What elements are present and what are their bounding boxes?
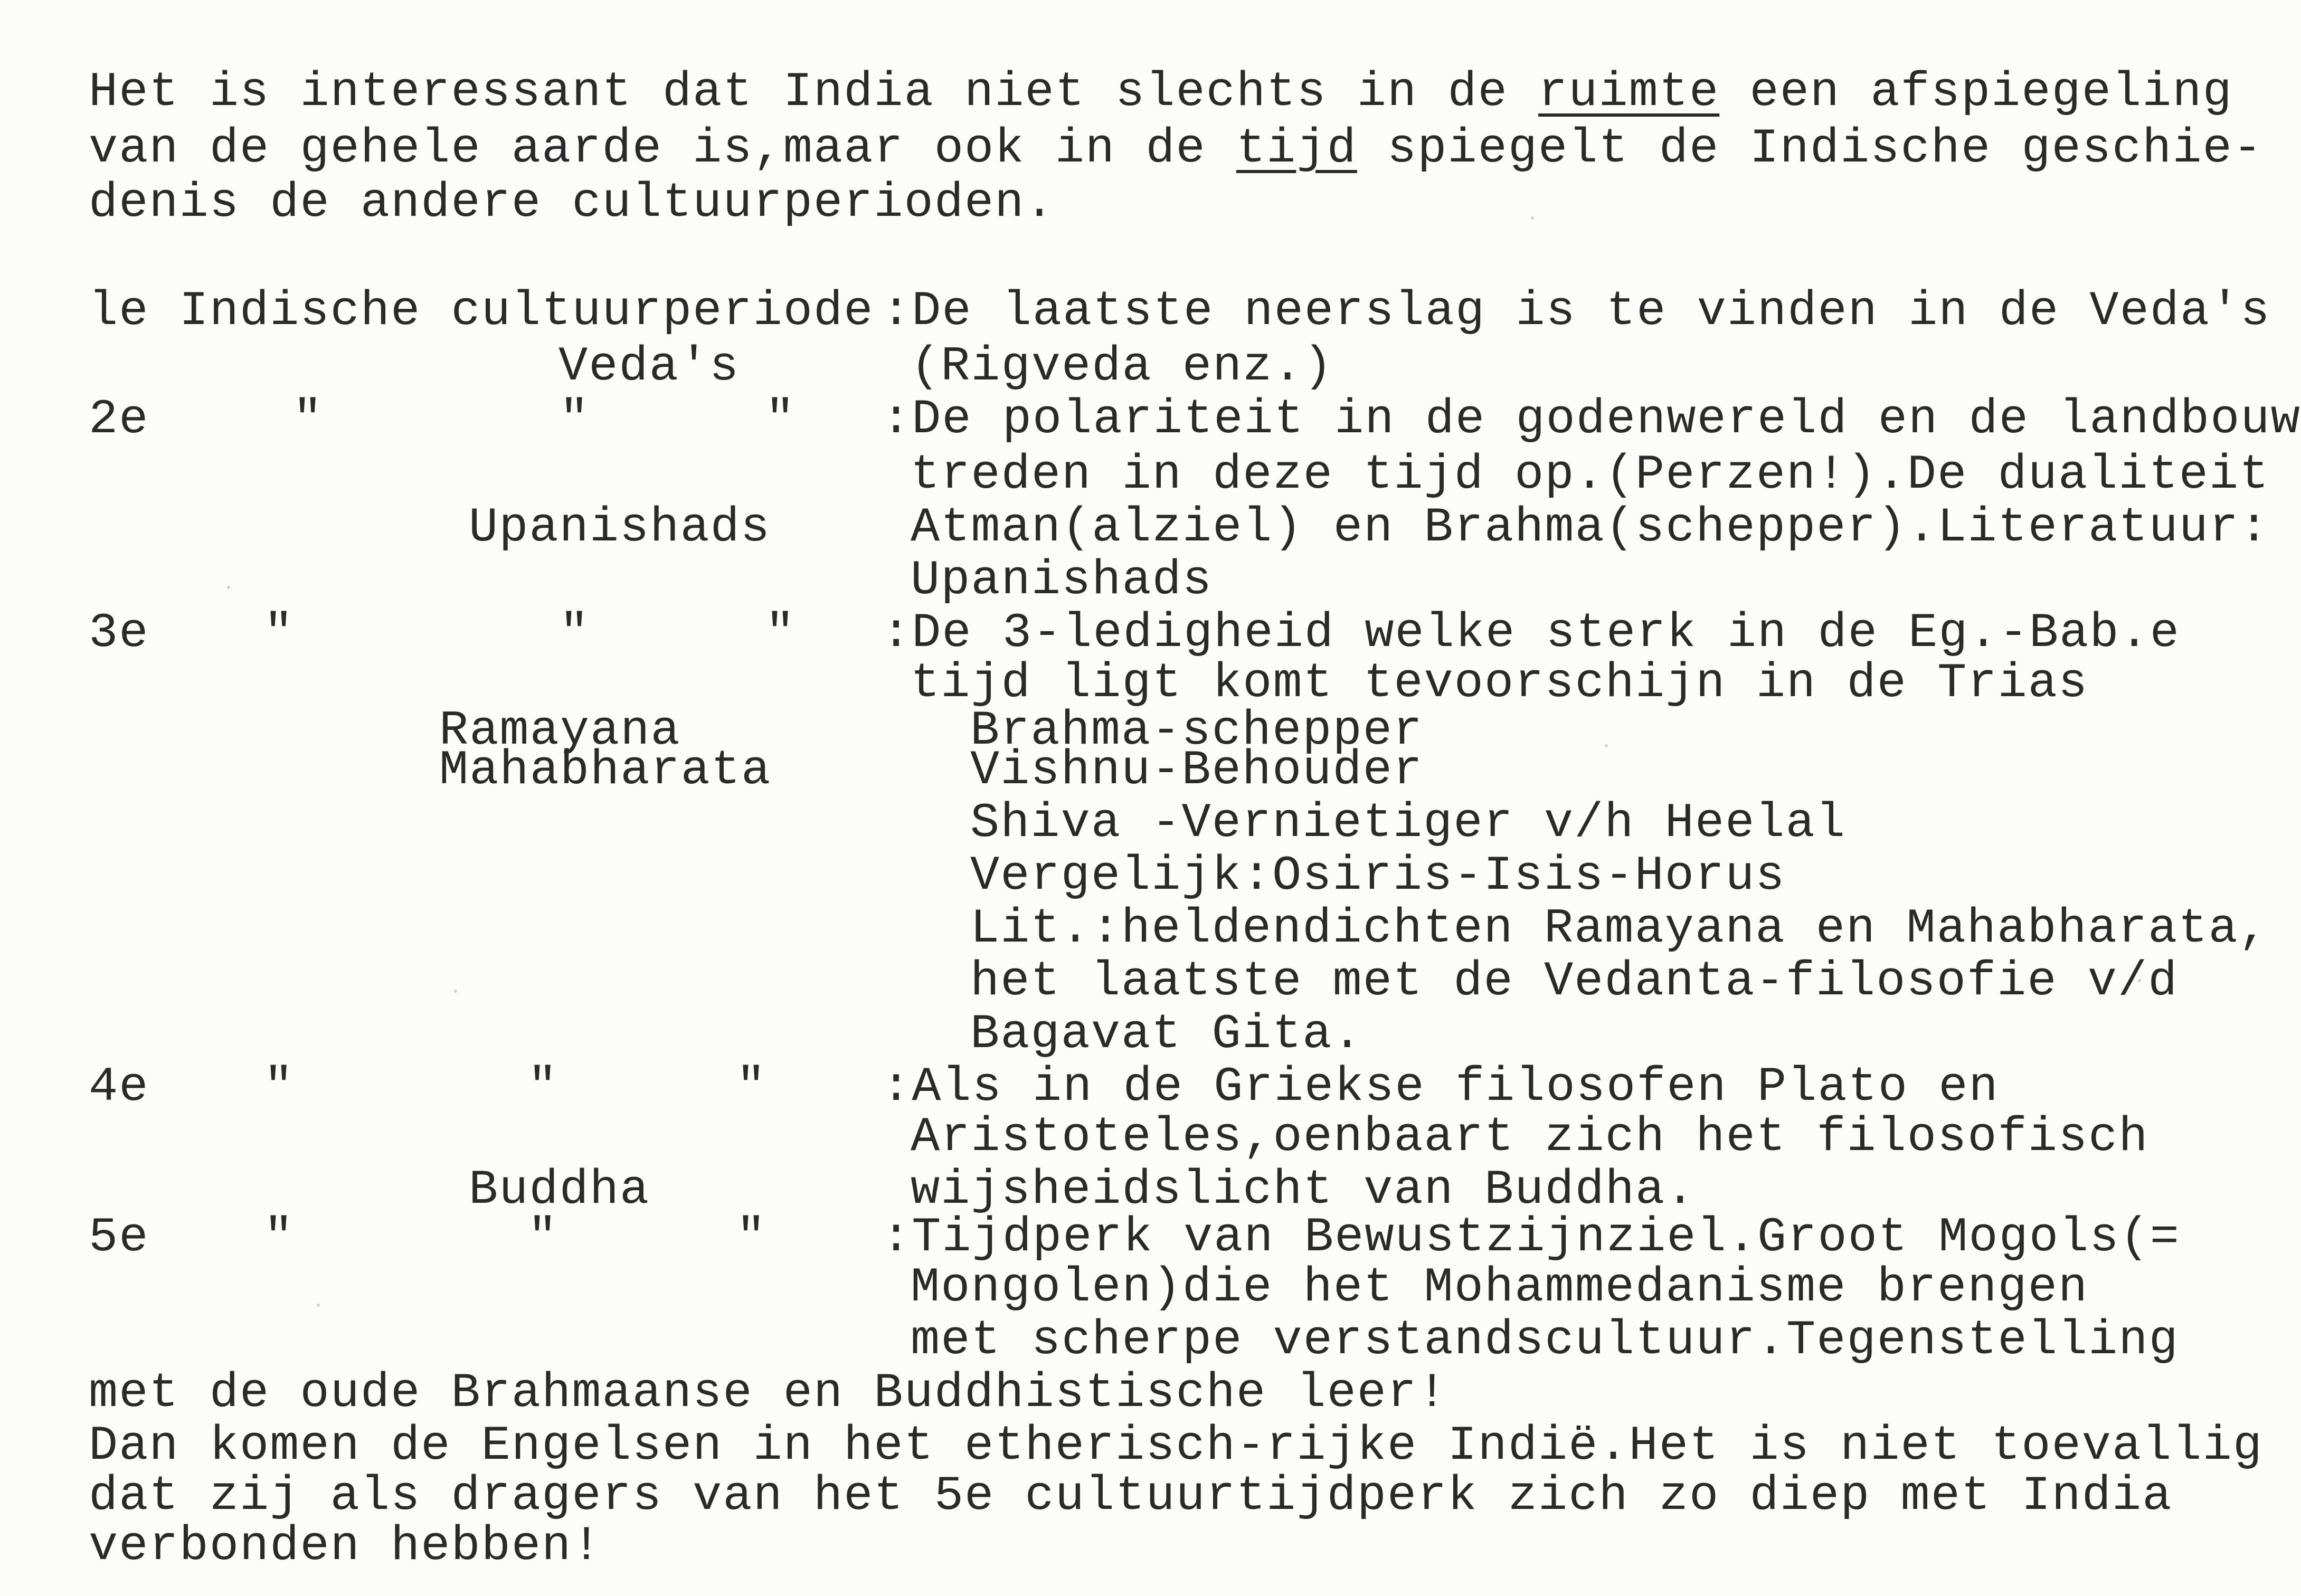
ditto-mark: " bbox=[560, 605, 590, 661]
paper-speck bbox=[454, 990, 457, 993]
trias-line-7: Bagavat Gita. bbox=[970, 1006, 1363, 1062]
period-5-text-2: Mongolen)die het Mohammedanisme brengen bbox=[911, 1260, 2089, 1315]
ditto-mark: " bbox=[264, 1210, 295, 1265]
closing-line-1: met de oude Brahmaanse en Buddhistische leer! bbox=[89, 1365, 1448, 1421]
closing-line-4: verbonden hebben! bbox=[89, 1518, 602, 1574]
period-3-text-1: :De 3-ledigheid welke sterk in de Eg.-Bab.e bbox=[882, 605, 2180, 661]
intro-line-2 bbox=[89, 122, 2263, 175]
period-3-name-1: Ramayana bbox=[439, 703, 681, 758]
period-5-text-1: :Tijdperk van Bewustzijnziel.Groot Mogols(= bbox=[882, 1210, 2180, 1265]
paper-speck bbox=[317, 1304, 320, 1307]
closing-line-2: Dan komen de Engelsen in het etherisch-rijke Indië.Het is niet toevallig bbox=[89, 1418, 2264, 1474]
ditto-mark: " bbox=[264, 605, 295, 661]
underlined-word-ruimte: ruimte bbox=[1538, 64, 1720, 120]
period-4-text-2: Aristoteles,oenbaart zich het filosofisch bbox=[911, 1109, 2149, 1165]
ditto-mark: " bbox=[765, 392, 796, 447]
trias-line-1: Brahma-schepper bbox=[970, 703, 1424, 758]
period-2-label: 2e bbox=[89, 392, 149, 447]
closing-line-3: dat zij als dragers van het 5e cultuurtijdperk zich zo diep met India bbox=[89, 1468, 2173, 1524]
period-4-text-1: :Als in de Griekse filosofen Plato en bbox=[882, 1059, 1999, 1115]
period-2-text-3: Atman(alziel) en Brahma(schepper).Literatuur: bbox=[911, 500, 2270, 555]
intro-line-2-start: van de gehele aarde is,maar ook in de bbox=[89, 121, 1236, 176]
period-1-name: Veda's bbox=[558, 339, 740, 394]
intro-line-3: denis de andere cultuurperioden. bbox=[89, 175, 1055, 231]
period-2-text-4: Upanishads bbox=[911, 553, 1213, 608]
trias-line-6: het laatste met de Vedanta-filosofie v/d bbox=[970, 954, 2179, 1009]
underlined-word-tijd: tijd bbox=[1236, 121, 1357, 176]
period-2-name: Upanishads bbox=[469, 500, 771, 555]
period-3-label: 3e bbox=[89, 605, 149, 661]
period-1-text-1: :De laatste neerslag is te vinden in de Veda's bbox=[882, 283, 2271, 339]
period-1-label: le Indische cultuurperiode bbox=[89, 283, 874, 339]
period-1-text-2: (Rigveda enz.) bbox=[911, 339, 1333, 394]
period-2-text-2: treden in deze tijd op.(Perzen!).De dualiteit bbox=[911, 447, 2270, 502]
trias-line-2: Vishnu-Behouder bbox=[970, 743, 1424, 798]
period-3-text-2: tijd ligt komt tevoorschijn in de Trias bbox=[911, 656, 2089, 711]
ditto-mark: " bbox=[736, 1059, 767, 1115]
ditto-mark: " bbox=[264, 1059, 295, 1115]
intro-line-1-start: Het is interessant dat India niet slechts in de bbox=[89, 64, 1539, 120]
ditto-mark: " bbox=[765, 605, 796, 661]
ditto-mark: " bbox=[560, 392, 590, 447]
paper-speck bbox=[227, 586, 230, 589]
ditto-mark: " bbox=[528, 1059, 558, 1115]
period-5-label: 5e bbox=[89, 1210, 149, 1265]
ditto-mark: " bbox=[736, 1210, 767, 1265]
intro-line-1-end: een afspiegeling bbox=[1719, 64, 2233, 120]
period-5-text-3: met scherpe verstandscultuur.Tegenstelling bbox=[911, 1313, 2179, 1368]
period-4-text-3: wijsheidslicht van Buddha. bbox=[911, 1162, 1696, 1218]
period-4-label: 4e bbox=[89, 1059, 149, 1115]
trias-line-3: Shiva -Vernietiger v/h Heelal bbox=[970, 795, 1847, 851]
paper-speck bbox=[1605, 744, 1608, 747]
paper-speck bbox=[2138, 979, 2141, 982]
intro-line-2-end: spiegelt de Indische geschie- bbox=[1357, 121, 2264, 176]
trias-line-4: Vergelijk:Osiris-Isis-Horus bbox=[970, 848, 1786, 904]
paper-speck bbox=[1531, 216, 1534, 220]
intro-line-1 bbox=[89, 66, 2233, 119]
period-2-text-1: :De polariteit in de godenwereld en de landbouw bbox=[882, 392, 2301, 447]
ditto-mark: " bbox=[293, 392, 324, 447]
trias-line-5: Lit.:heldendichten Ramayana en Mahabharata, bbox=[970, 901, 2269, 956]
period-3-name-2: Mahabharata bbox=[439, 743, 772, 798]
ditto-mark: " bbox=[528, 1210, 558, 1265]
period-4-name: Buddha bbox=[469, 1162, 650, 1218]
